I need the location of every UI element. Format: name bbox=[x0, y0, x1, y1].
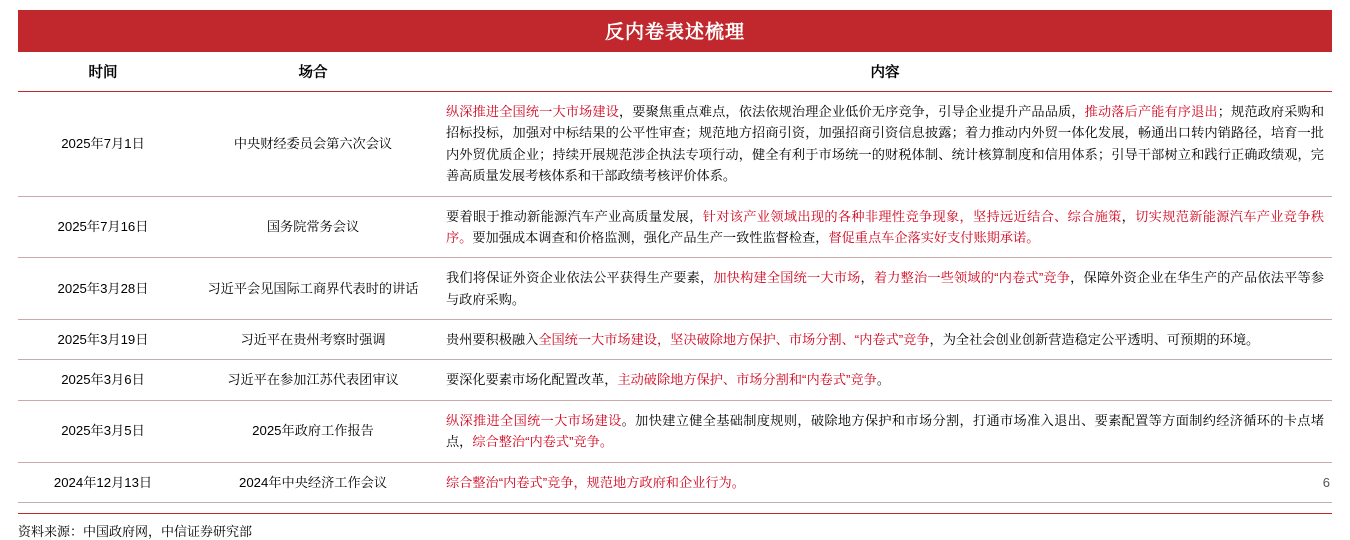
cell-time: 2025年3月6日 bbox=[18, 360, 188, 400]
cell-content bbox=[438, 258, 1332, 320]
content-highlight: 推动落后产能有序退出 bbox=[1084, 104, 1218, 119]
table-row bbox=[18, 196, 1332, 258]
cell-content bbox=[438, 360, 1332, 400]
content-text: 我们将保证外资企业依法公平获得生产要素， bbox=[446, 270, 714, 286]
cell-content bbox=[438, 196, 1332, 258]
cell-occasion: 习近平在贵州考察时强调 bbox=[188, 320, 438, 360]
content-text: 要加强成本调查和价格监测，强化产品生产一致性监督检查， bbox=[472, 229, 829, 245]
column-header-time: 时间 bbox=[18, 52, 188, 92]
statements-table bbox=[18, 52, 1332, 503]
cell-content bbox=[438, 92, 1332, 197]
source-note: 资料来源：中国政府网，中信证券研究部 bbox=[18, 513, 1332, 540]
content-highlight: 纵深推进全国统一大市场建设 bbox=[446, 104, 619, 119]
content-text: 。加快建立健全基础制度规则，破除地方保护和市场分割，打通市场准入退出、要素配置等方面制约经济循环的卡点堵点， bbox=[446, 412, 1325, 450]
column-header-occasion: 场合 bbox=[188, 52, 438, 92]
content-text: ，要聚焦重点难点，依法依规治理企业低价无序竞争，引导企业提升产品品质， bbox=[618, 104, 1085, 119]
table-header-row bbox=[18, 52, 1332, 92]
cell-time: 2025年7月1日 bbox=[18, 92, 188, 197]
cell-content bbox=[438, 320, 1332, 360]
table-row bbox=[18, 92, 1332, 197]
content-text: 要着眼于推动新能源汽车产业高质量发展， bbox=[446, 208, 703, 224]
table-body bbox=[18, 92, 1332, 503]
content-highlight: 加快构建全国统一大市场 bbox=[713, 270, 861, 286]
cell-time: 2025年3月19日 bbox=[18, 320, 188, 360]
content-text: ；规范政府采购和招标投标，加强对中标结果的公平性审查；规范地方招商引资，加强招商引资信息披露；着力推动内外贸一体化发展，畅通出口转内销路径，培育一批内外贸优质企业；持续开展规范涉企执法专项行动，健全有利于市场统一的财税体制、统计核算制度和信用体系；引导干部树立和践行正确政绩观，完善高质量发展考核体系和干部政绩考核评价体系。 bbox=[446, 104, 1325, 184]
content-text: ， bbox=[860, 270, 874, 286]
content-highlight: 综合整治“内卷式”竞争。 bbox=[472, 434, 614, 450]
content-highlight: 纵深推进全国统一大市场建设 bbox=[446, 412, 622, 428]
content-highlight: 督促重点车企落实好支付账期承诺。 bbox=[828, 229, 1040, 245]
content-text: 。 bbox=[876, 372, 890, 388]
table-row bbox=[18, 258, 1332, 320]
content-highlight: 全国统一大市场建设，坚决破除地方保护、市场分割、“内卷式”竞争 bbox=[538, 332, 930, 347]
cell-content bbox=[438, 462, 1332, 502]
cell-occasion: 习近平在参加江苏代表团审议 bbox=[188, 360, 438, 400]
content-highlight: 综合整治“内卷式”竞争，规范地方政府和企业行为。 bbox=[446, 474, 745, 490]
cell-occasion: 习近平会见国际工商界代表时的讲话 bbox=[188, 258, 438, 320]
cell-occasion: 2025年政府工作报告 bbox=[188, 400, 438, 462]
content-highlight: 主动破除地方保护、市场分割和“内卷式”竞争 bbox=[617, 372, 877, 388]
table-row bbox=[18, 320, 1332, 360]
content-text: ，为全社会创业创新营造稳定公平透明、可预期的环境。 bbox=[929, 332, 1260, 347]
column-header-content: 内容 bbox=[438, 52, 1332, 92]
cell-time: 2025年7月16日 bbox=[18, 196, 188, 258]
table-row bbox=[18, 462, 1332, 502]
cell-occasion: 国务院常务会议 bbox=[188, 196, 438, 258]
cell-time: 2025年3月28日 bbox=[18, 258, 188, 320]
content-text: ， bbox=[1121, 208, 1136, 224]
content-highlight: 针对该产业领域出现的各种非理性竞争现象，坚持远近结合、综合施策 bbox=[702, 208, 1122, 224]
cell-time: 2024年12月13日 bbox=[18, 462, 188, 502]
table-row bbox=[18, 360, 1332, 400]
content-text: 要深化要素市场化配置改革， bbox=[446, 372, 618, 388]
cell-occasion: 中央财经委员会第六次会议 bbox=[188, 92, 438, 197]
page-number: 6 bbox=[1322, 475, 1330, 490]
content-highlight: 切实规范新能源汽车产业竞争秩序。 bbox=[446, 208, 1325, 245]
cell-occasion: 2024年中央经济工作会议 bbox=[188, 462, 438, 502]
content-highlight: 着力整治一些领域的“内卷式”竞争 bbox=[873, 270, 1071, 286]
cell-time: 2025年3月5日 bbox=[18, 400, 188, 462]
content-text: 贵州要积极融入 bbox=[446, 332, 539, 347]
cell-content bbox=[438, 400, 1332, 462]
content-text: ，保障外资企业在华生产的产品依法平等参与政府采购。 bbox=[446, 270, 1325, 307]
page-title: 反内卷表述梳理 bbox=[18, 10, 1332, 52]
table-row bbox=[18, 400, 1332, 462]
